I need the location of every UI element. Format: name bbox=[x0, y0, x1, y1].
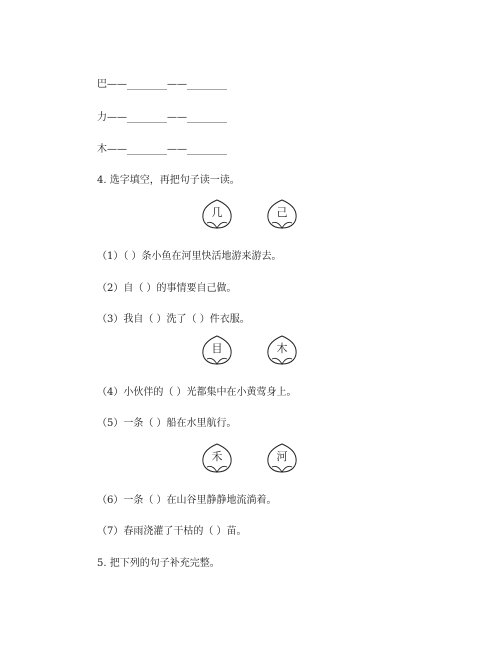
peach-icon bbox=[266, 199, 298, 229]
sentence-6: （6）一条（ ）在山谷里静静地流淌着。 bbox=[97, 495, 277, 506]
peach-icon bbox=[266, 443, 298, 473]
sentence-5: （5）一条（ ）船在水里航行。 bbox=[97, 418, 237, 429]
question-4-title: 4. 选字填空，再把句子读一读。 bbox=[97, 175, 240, 186]
word-line-li: 力——________——________ bbox=[97, 112, 227, 123]
sentence-1: （1）（ ）条小鱼在河里快活地游来游去。 bbox=[97, 251, 282, 262]
sentence-4: （4）小伙伴的（ ）光都集中在小黄莺身上。 bbox=[97, 387, 297, 398]
word-line-ba: 巴——________——________ bbox=[97, 79, 227, 90]
sentence-7: （7）春雨浇灌了干枯的（ ）苗。 bbox=[97, 526, 247, 537]
peach-icon bbox=[201, 335, 233, 365]
choice-char: 目 bbox=[211, 342, 223, 355]
choice-char: 禾 bbox=[211, 450, 223, 463]
sentence-2: （2）自（ ）的事情要自己做。 bbox=[97, 283, 237, 294]
choice-char: 几 bbox=[211, 206, 223, 219]
choice-char: 河 bbox=[276, 450, 288, 463]
question-5-title: 5. 把下列的句子补充完整。 bbox=[97, 558, 220, 569]
choice-char: 己 bbox=[276, 206, 288, 219]
peach-icon bbox=[266, 335, 298, 365]
peach-icon bbox=[201, 443, 233, 473]
word-line-mu: 木——________——________ bbox=[97, 144, 227, 155]
sentence-3: （3）我自（ ）洗了（ ）件衣服。 bbox=[97, 314, 250, 325]
peach-icon bbox=[201, 199, 233, 229]
choice-char: 木 bbox=[276, 342, 288, 355]
